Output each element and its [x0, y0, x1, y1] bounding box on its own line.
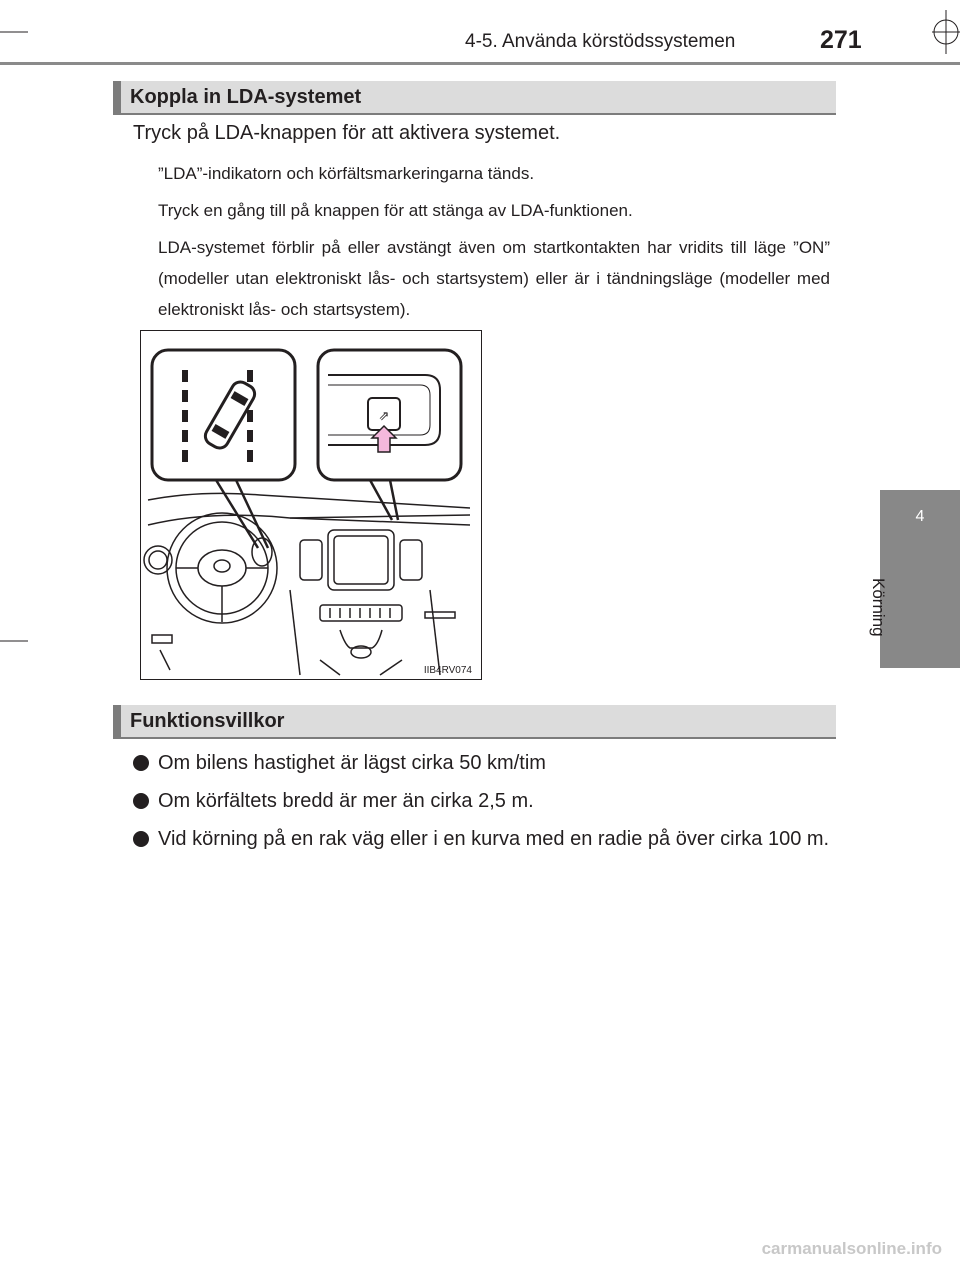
lda-illustration [140, 330, 482, 680]
dashboard-drawing [140, 330, 482, 680]
section-title: Funktionsvillkor [130, 710, 285, 732]
watermark: carmanualsonline.info [761, 1239, 942, 1258]
note-text: LDA-systemet förblir på eller avstängt även om startkontakten har vridits till läge ”ON” (modeller utan elektroniskt lås- och startsystem) eller är i tändningsläge (modeller med elektroniskt lås- och startsystem). [158, 238, 830, 319]
section-accent [113, 81, 121, 113]
section-accent [113, 705, 121, 737]
chapter-number: 4 [915, 508, 925, 525]
figure-code: IIB4RV074 [423, 665, 472, 676]
list-item-text: Om körfältets bredd är mer än cirka 2,5 m. [158, 790, 534, 812]
svg-text:⇗: ⇗ [378, 409, 390, 424]
instruction-text: Tryck på LDA-knappen för att aktivera systemet. [133, 122, 561, 144]
section-title: Koppla in LDA-systemet [130, 86, 362, 108]
conditions-list [133, 745, 831, 859]
page-number: 271 [820, 26, 862, 54]
header-section-title: 4-5. Använda körstödssystemen [465, 31, 736, 52]
section-heading-bar [113, 705, 836, 739]
list-item [133, 821, 831, 857]
bullet-icon [133, 831, 149, 847]
chapter-label: Körning [869, 578, 888, 637]
header-rule [0, 62, 960, 65]
note-text: Tryck en gång till på knappen för att stänga av LDA-funktionen. [158, 201, 633, 220]
section-heading-bar [113, 81, 836, 115]
chapter-label-wrap [869, 578, 910, 658]
note-text: ”LDA”-indikatorn och körfältsmarkeringarna tänds. [158, 164, 535, 183]
list-item-text: Om bilens hastighet är lägst cirka 50 km/tim [158, 752, 546, 774]
list-item-text: Vid körning på en rak väg eller i en kurva med en radie på över cirka 100 m. [158, 828, 830, 850]
list-item [133, 745, 831, 781]
list-item [133, 783, 831, 819]
bullet-icon [133, 793, 149, 809]
bullet-icon [133, 755, 149, 771]
